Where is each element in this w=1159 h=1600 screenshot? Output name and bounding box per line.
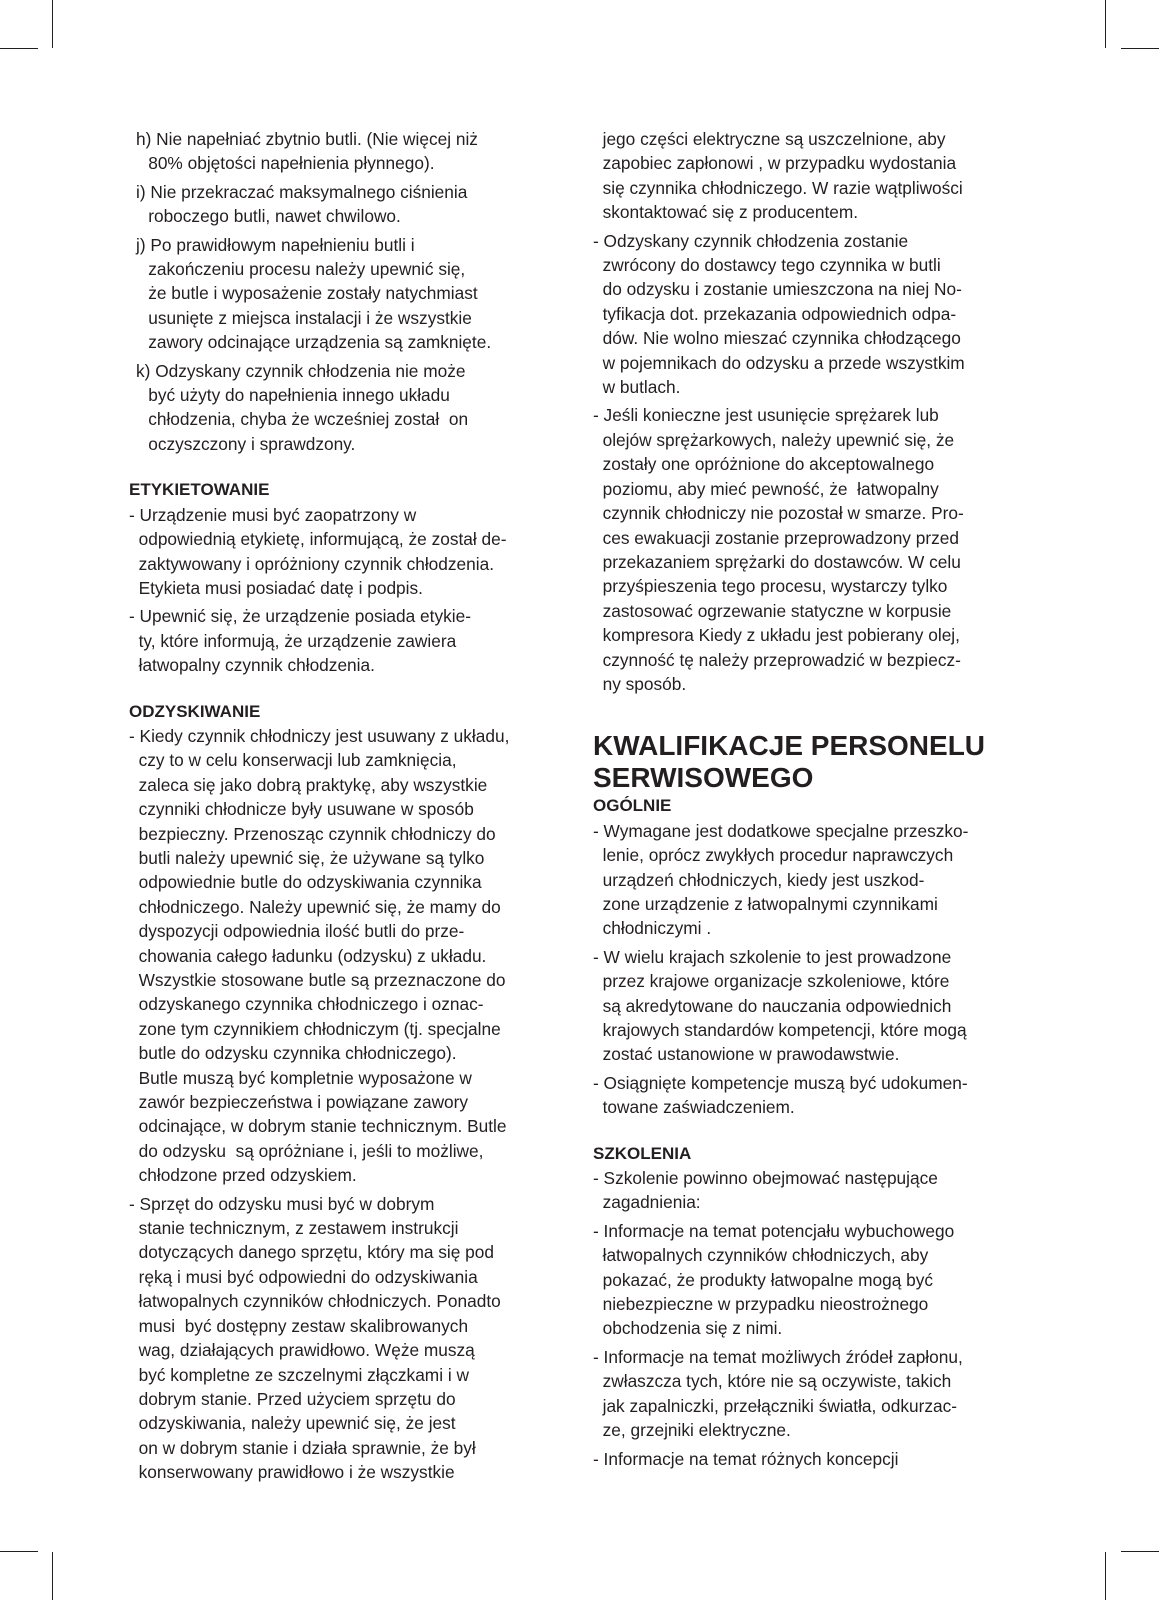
text-line: zostały one opróżnione do akceptowalnego bbox=[593, 454, 935, 475]
text-line: oczyszczony i sprawdzony. bbox=[129, 433, 356, 454]
text-line: odcinające, w dobrym stanie technicznym. Butle bbox=[129, 1116, 507, 1137]
text-line: poziomu, aby mieć pewność, że łatwopalny bbox=[593, 478, 939, 499]
bullet-item bbox=[129, 604, 575, 677]
left-column bbox=[129, 127, 575, 1485]
text-line: czynność tę należy przeprowadzić w bezpiecz- bbox=[593, 649, 961, 670]
text-line: zaktywowany i opróżniony czynnik chłodzenia. bbox=[129, 553, 495, 574]
text-line: kompresora Kiedy z układu jest pobierany olej, bbox=[593, 625, 960, 646]
text-line: jego części elektryczne są uszczelnione, aby bbox=[593, 129, 946, 149]
text-line: zastosować ogrzewanie statyczne w korpusie bbox=[593, 600, 952, 621]
text-line: dotyczących danego sprzętu, który ma się pod bbox=[129, 1242, 495, 1263]
text-line: łatwopalnych czynników chłodniczych, aby bbox=[593, 1245, 929, 1266]
text-line: w pojemnikach do odzysku a przede wszystkim bbox=[593, 352, 965, 373]
text-line: skontaktować się z producentem. bbox=[593, 202, 859, 223]
text-line: ny sposób. bbox=[593, 673, 687, 694]
text-line: 80% objętości napełnienia płynnego). bbox=[129, 153, 435, 174]
text-line: czynniki chłodnicze były usuwane w sposób bbox=[129, 799, 474, 820]
text-line: przyśpieszenia tego procesu, wystarczy tylko bbox=[593, 576, 948, 597]
text-line: bezpieczny. Przenosząc czynnik chłodniczy do bbox=[129, 823, 496, 844]
bullet-item bbox=[593, 819, 1055, 941]
text-line: zawory odcinające urządzenia są zamknięte. bbox=[129, 332, 492, 353]
text-line: - Kiedy czynnik chłodniczy jest usuwany z układu, bbox=[129, 725, 510, 746]
text-line: tyfikacja dot. przekazania odpowiednich odpa- bbox=[593, 303, 957, 324]
text-line: zwłaszcza tych, które nie są oczywiste, takich bbox=[593, 1371, 952, 1392]
text-line: h) Nie napełniać zbytnio butli. (Nie więcej niż bbox=[136, 129, 478, 149]
text-line: musi być dostępny zestaw skalibrowanych bbox=[129, 1315, 469, 1336]
text-line: ręką i musi być odpowiedni do odzyskiwania bbox=[129, 1266, 478, 1287]
crop-mark bbox=[52, 0, 53, 48]
list-item-h bbox=[129, 127, 575, 176]
list-item-j bbox=[129, 233, 575, 355]
text-line: do odzysku są opróżniane i, jeśli to możliwe, bbox=[129, 1140, 484, 1161]
text-line: chłodzone przed odzyskiem. bbox=[129, 1165, 357, 1186]
text-line: odpowiednią etykietę, informującą, że został de- bbox=[129, 529, 507, 550]
text-line: że butle i wyposażenie zostały natychmiast bbox=[129, 283, 478, 304]
bullet-item bbox=[593, 1447, 1055, 1471]
text-line: j) Po prawidłowym napełnieniu butli i bbox=[136, 234, 415, 255]
text-line: i) Nie przekraczać maksymalnego ciśnienia bbox=[136, 181, 468, 202]
text-line: - Urządzenie musi być zaopatrzony w bbox=[129, 504, 417, 525]
text-line: - W wielu krajach szkolenie to jest prowadzone bbox=[593, 946, 952, 967]
text-line: - Wymagane jest dodatkowe specjalne przeszko- bbox=[593, 820, 969, 841]
text-line: roboczego butli, nawet chwilowo. bbox=[129, 206, 401, 227]
text-line: butle do odzysku czynnika chłodniczego). bbox=[129, 1043, 457, 1064]
text-line: do odzysku i zostanie umieszczona na niej No- bbox=[593, 279, 962, 300]
list-item-k bbox=[129, 359, 575, 457]
text-line: zapobiec zapłonowi , w przypadku wydostania bbox=[593, 153, 957, 174]
text-line: przez krajowe organizacje szkoleniowe, które bbox=[593, 971, 950, 992]
text-line: w butlach. bbox=[593, 377, 681, 398]
bullet-item bbox=[129, 503, 575, 601]
chapter-heading: SERWISOWEGO bbox=[593, 762, 814, 794]
chapter-heading: KWALIFIKACJE PERSONELU bbox=[593, 730, 986, 762]
bullet-item bbox=[593, 229, 1055, 400]
text-line: zakończeniu procesu należy upewnić się, bbox=[129, 259, 466, 280]
bullet-continuation bbox=[593, 127, 1055, 225]
text-line: krajowych standardów kompetencji, które mogą bbox=[593, 1020, 967, 1040]
text-line: olejów sprężarkowych, należy upewnić się, że bbox=[593, 429, 955, 450]
text-line: zaleca się jako dobrą praktykę, aby wszystkie bbox=[129, 774, 488, 795]
text-line: urządzeń chłodniczych, kiedy jest uszkod- bbox=[593, 869, 925, 890]
text-line: lenie, oprócz zwykłych procedur naprawczych bbox=[593, 845, 954, 866]
text-line: dów. Nie wolno mieszać czynnika chłodzącego bbox=[593, 328, 961, 349]
text-line: pokazać, że produkty łatwopalne mogą być bbox=[593, 1269, 934, 1290]
text-line: zone tym czynnikiem chłodniczym (tj. specjalne bbox=[129, 1018, 501, 1039]
bullet-item bbox=[593, 1166, 1055, 1215]
text-line: k) Odzyskany czynnik chłodzenia nie może bbox=[136, 360, 466, 381]
text-line: chowania całego ładunku (odzysku) z układu. bbox=[129, 945, 487, 966]
crop-mark bbox=[1105, 1552, 1106, 1600]
right-column bbox=[593, 127, 1055, 1471]
bullet-item bbox=[593, 403, 1055, 696]
text-line: odzyskanego czynnika chłodniczego i oznac- bbox=[129, 994, 484, 1015]
text-line: - Sprzęt do odzysku musi być w dobrym bbox=[129, 1193, 435, 1214]
crop-mark bbox=[1105, 0, 1106, 48]
text-line: stanie technicznym, z zestawem instrukcji bbox=[129, 1218, 459, 1239]
text-line: wag, działających prawidłowo. Węże muszą bbox=[129, 1340, 475, 1361]
text-line: towane zaświadczeniem. bbox=[593, 1097, 795, 1118]
text-line: łatwopalny czynnik chłodzenia. bbox=[129, 655, 375, 676]
text-line: - Szkolenie powinno obejmować następujące bbox=[593, 1168, 938, 1189]
text-line: ces ewakuacji zostanie przeprowadzony przed bbox=[593, 527, 959, 548]
bullet-item bbox=[593, 945, 1055, 1067]
text-line: zwrócony do dostawcy tego czynnika w butli bbox=[593, 255, 941, 276]
text-line: Butle muszą być kompletnie wyposażone w bbox=[129, 1067, 472, 1088]
text-line: - Jeśli konieczne jest usunięcie sprężarek lub bbox=[593, 405, 939, 426]
section-heading-ogolnie: OGÓLNIE bbox=[593, 796, 672, 816]
text-line: odpowiednie butle do odzyskiwania czynnika bbox=[129, 872, 482, 893]
text-line: odzyskiwania, należy upewnić się, że jest bbox=[129, 1413, 456, 1434]
text-line: czy to w celu konserwacji lub zamknięcia, bbox=[129, 750, 457, 771]
text-line: on w dobrym stanie i działa sprawnie, że był bbox=[129, 1437, 476, 1458]
crop-mark bbox=[0, 48, 38, 49]
text-line: się czynnika chłodniczego. W razie wątpliwości bbox=[593, 177, 963, 198]
text-line: - Informacje na temat różnych koncepcji bbox=[593, 1448, 899, 1469]
text-line: zone urządzenie z łatwopalnymi czynnikami bbox=[593, 893, 938, 914]
crop-mark bbox=[1121, 48, 1159, 49]
text-line: ty, które informują, że urządzenie zawiera bbox=[129, 630, 457, 651]
bullet-item bbox=[593, 1219, 1055, 1341]
text-line: usunięte z miejsca instalacji i że wszystkie bbox=[129, 307, 472, 328]
text-line: - Osiągnięte kompetencje muszą być udokumen- bbox=[593, 1072, 968, 1093]
text-line: chłodzenia, chyba że wcześniej został on bbox=[129, 409, 469, 430]
crop-mark bbox=[52, 1552, 53, 1600]
text-line: być użyty do napełnienia innego układu bbox=[129, 385, 450, 406]
crop-mark bbox=[1121, 1551, 1159, 1552]
text-line: - Odzyskany czynnik chłodzenia zostanie bbox=[593, 230, 909, 251]
text-line: przekazaniem sprężarki do dostawców. W celu bbox=[593, 551, 961, 572]
text-line: Wszystkie stosowane butle są przeznaczone do bbox=[129, 970, 506, 990]
text-line: dyspozycji odpowiednia ilość butli do prze- bbox=[129, 921, 465, 942]
text-line: zagadnienia: bbox=[593, 1192, 701, 1213]
text-line: - Informacje na temat potencjału wybuchowego bbox=[593, 1220, 955, 1241]
text-line: łatwopalnych czynników chłodniczych. Ponadto bbox=[129, 1291, 501, 1312]
text-line: - Upewnić się, że urządzenie posiada etykie- bbox=[129, 606, 471, 627]
text-line: chłodniczego. Należy upewnić się, że mamy do bbox=[129, 896, 501, 917]
text-line: Etykieta musi posiadać datę i podpis. bbox=[129, 577, 423, 598]
section-heading-szkolenia: SZKOLENIA bbox=[593, 1143, 692, 1163]
text-line: czynnik chłodniczy nie pozostał w smarze. Pro- bbox=[593, 503, 964, 524]
text-line: jak zapalniczki, przełączniki światła, odkurzac- bbox=[593, 1395, 958, 1416]
text-line: konserwowany prawidłowo i że wszystkie bbox=[129, 1462, 455, 1483]
section-heading-odzyskiwanie: ODZYSKIWANIE bbox=[129, 701, 261, 721]
bullet-item bbox=[593, 1345, 1055, 1443]
text-line: dobrym stanie. Przed użyciem sprzętu do bbox=[129, 1388, 456, 1409]
text-line: są akredytowane do nauczania odpowiednich bbox=[593, 995, 952, 1016]
list-item-i bbox=[129, 180, 575, 229]
text-line: butli należy upewnić się, że używane są tylko bbox=[129, 847, 485, 868]
section-heading-etykietowanie: ETYKIETOWANIE bbox=[129, 480, 270, 500]
crop-mark bbox=[0, 1551, 38, 1552]
text-line: - Informacje na temat możliwych źródeł zapłonu, bbox=[593, 1346, 963, 1367]
text-line: zostać ustanowione w prawodawstwie. bbox=[593, 1044, 900, 1065]
bullet-item bbox=[129, 1192, 575, 1485]
text-line: niebezpieczne w przypadku nieostrożnego bbox=[593, 1294, 929, 1315]
text-line: być kompletne ze szczelnymi złączkami i w bbox=[129, 1364, 469, 1385]
text-line: zawór bezpieczeństwa i powiązane zawory bbox=[129, 1092, 469, 1113]
bullet-item bbox=[593, 1071, 1055, 1120]
text-line: ze, grzejniki elektryczne. bbox=[593, 1420, 791, 1441]
text-line: obchodzenia się z nimi. bbox=[593, 1318, 783, 1339]
text-line: chłodniczymi . bbox=[593, 918, 712, 939]
bullet-item bbox=[129, 724, 575, 1188]
